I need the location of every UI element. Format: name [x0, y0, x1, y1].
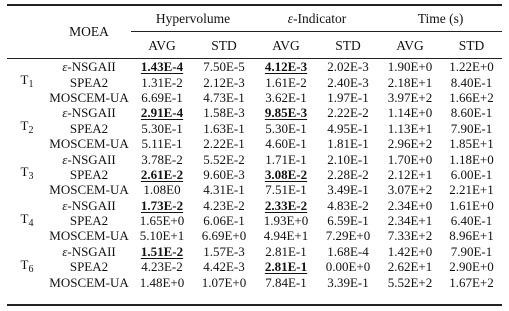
value-cell: 2.96E+2 — [387, 136, 433, 152]
value-cell: 2.28E-2 — [327, 166, 369, 182]
value-cell: 1.14E+0 — [387, 105, 433, 121]
test-label: $T_6$ — [20, 256, 34, 275]
moea-name: ε-NSGAII — [62, 105, 116, 121]
table-row — [7, 167, 502, 182]
value-cell: 6.06E-1 — [203, 213, 245, 229]
value-cell: 9.60E-3 — [203, 166, 245, 182]
value-cell: 5.30E-1 — [141, 120, 183, 136]
value-cell: 7.90E-1 — [450, 243, 493, 259]
table-row — [7, 213, 502, 228]
subheader-hv-std: STD — [211, 37, 237, 53]
value-cell: 1.58E-3 — [203, 105, 245, 121]
value-cell: 1.57E-3 — [203, 243, 245, 259]
value-cell: 1.42E+0 — [387, 243, 433, 259]
subheader-eps-std: STD — [335, 37, 361, 53]
hypervolume-header: Hypervolume — [155, 11, 231, 26]
value-cell: 6.00E-1 — [450, 166, 493, 182]
table-row — [7, 136, 502, 151]
moea-name: MOSCEM-UA — [49, 274, 129, 290]
value-cell: 2.12E+1 — [387, 166, 433, 182]
value-cell: 3.62E-1 — [265, 89, 307, 105]
value-cell: 7.33E+2 — [387, 228, 433, 244]
value-cell: 8.60E-1 — [450, 105, 493, 121]
value-cell: 2.61E-2 — [140, 166, 184, 182]
table-row — [7, 198, 502, 213]
table-row — [7, 259, 502, 274]
moea-header: MOEA — [69, 24, 109, 39]
value-cell: 1.81E-1 — [327, 136, 369, 152]
blank-corner-2 — [7, 32, 47, 58]
value-cell: 4.31E-1 — [203, 182, 245, 198]
value-cell: 2.12E-3 — [203, 74, 245, 90]
value-cell: 4.12E-3 — [264, 59, 308, 75]
value-cell: 1.18E+0 — [449, 151, 494, 167]
value-cell: 2.22E-1 — [203, 136, 245, 152]
test-label: $T_1$ — [20, 72, 34, 91]
table-row — [7, 59, 502, 74]
value-cell: 7.29E+0 — [325, 228, 371, 244]
value-cell: 0.00E+0 — [325, 259, 371, 275]
moea-name: ε-NSGAII — [62, 243, 116, 259]
table-row — [7, 121, 502, 136]
value-cell: 1.08E0 — [143, 182, 181, 198]
value-cell: 2.34E+0 — [387, 197, 433, 213]
value-cell: 1.66E+2 — [449, 89, 494, 105]
value-cell: 4.42E-3 — [203, 259, 245, 275]
value-cell: 2.81E-1 — [264, 259, 308, 275]
value-cell: 2.10E-1 — [327, 151, 369, 167]
table-row — [7, 182, 502, 197]
table-row — [7, 74, 502, 89]
value-cell: 1.31E-2 — [141, 74, 183, 90]
value-cell: 7.84E-1 — [265, 274, 307, 290]
value-cell: 3.39E-1 — [327, 274, 369, 290]
value-cell: 1.90E+0 — [387, 59, 433, 75]
bottom-rule — [7, 304, 502, 306]
value-cell: 1.61E-2 — [265, 74, 307, 90]
epsilon-indicator-header: ε-Indicator — [287, 11, 347, 26]
value-cell: 2.34E+1 — [387, 213, 433, 229]
table-row — [7, 274, 502, 289]
value-cell: 4.23E-2 — [141, 259, 183, 275]
value-cell: 2.22E-2 — [327, 105, 369, 121]
value-cell: 1.13E+1 — [387, 120, 433, 136]
moea-name: ε-NSGAII — [62, 197, 116, 213]
value-cell: 5.52E-2 — [203, 151, 245, 167]
value-cell: 1.97E-1 — [327, 89, 369, 105]
value-cell: 1.51E-2 — [140, 243, 184, 259]
table-row — [7, 105, 502, 120]
value-cell: 2.33E-2 — [264, 197, 308, 213]
subheader-eps-avg: AVG — [272, 37, 300, 53]
value-cell: 3.08E-2 — [264, 166, 308, 182]
value-cell: 2.18E+1 — [387, 74, 433, 90]
value-cell: 2.40E-3 — [327, 74, 369, 90]
value-cell: 1.07E+0 — [201, 274, 247, 290]
value-cell: 1.48E+0 — [139, 274, 185, 290]
table-row — [7, 90, 502, 105]
moea-name: SPEA2 — [69, 166, 109, 182]
value-cell: 1.22E+0 — [449, 59, 494, 75]
value-cell: 7.51E-1 — [265, 182, 307, 198]
value-cell: 1.85E+1 — [449, 136, 494, 152]
value-cell: 3.07E+2 — [387, 182, 433, 198]
value-cell: 1.71E-1 — [265, 151, 307, 167]
value-cell: 4.83E-2 — [327, 197, 369, 213]
value-cell: 8.96E+1 — [449, 228, 494, 244]
value-cell: 3.78E-2 — [141, 151, 183, 167]
time-header: Time (s) — [417, 11, 464, 26]
value-cell: 2.21E+1 — [449, 182, 494, 198]
table-row — [7, 228, 502, 243]
value-cell: 5.10E+1 — [139, 228, 185, 244]
test-label: $T_3$ — [20, 164, 34, 183]
value-cell: 4.73E-1 — [203, 89, 245, 105]
subheader-hv-avg: AVG — [148, 37, 176, 53]
moea-name: SPEA2 — [69, 213, 109, 229]
moea-name: SPEA2 — [69, 120, 109, 136]
moea-name: SPEA2 — [69, 74, 109, 90]
value-cell: 1.61E+0 — [449, 197, 494, 213]
value-cell: 4.95E-1 — [327, 120, 369, 136]
value-cell: 1.63E-1 — [203, 120, 245, 136]
moea-name: ε-NSGAII — [62, 59, 116, 75]
value-cell: 3.49E-1 — [327, 182, 369, 198]
subheader-time-std: STD — [458, 37, 485, 53]
value-cell: 1.67E+2 — [449, 274, 494, 290]
value-cell: 5.30E-1 — [265, 120, 307, 136]
value-cell: 1.73E-2 — [140, 197, 184, 213]
table-body — [7, 59, 502, 290]
moea-name: MOSCEM-UA — [49, 89, 129, 105]
moea-name: MOSCEM-UA — [49, 136, 129, 152]
value-cell: 8.40E-1 — [450, 74, 493, 90]
value-cell: 6.69E+0 — [201, 228, 247, 244]
value-cell: 2.81E-1 — [265, 243, 307, 259]
value-cell: 9.85E-3 — [264, 105, 308, 121]
moea-name: MOSCEM-UA — [49, 228, 129, 244]
test-label: $T_4$ — [20, 210, 34, 229]
test-label: $T_2$ — [20, 118, 34, 137]
value-cell: 2.91E-4 — [140, 105, 184, 121]
value-cell: 2.62E+1 — [387, 259, 433, 275]
table-header — [7, 5, 502, 58]
value-cell: 7.50E-5 — [203, 59, 245, 75]
value-cell: 6.40E-1 — [450, 213, 493, 229]
value-cell: 1.70E+0 — [387, 151, 433, 167]
value-cell: 2.90E+0 — [449, 259, 494, 275]
table-row — [7, 244, 502, 259]
value-cell: 1.65E+0 — [139, 213, 185, 229]
moea-name: SPEA2 — [69, 259, 109, 275]
value-cell: 3.97E+2 — [387, 89, 433, 105]
value-cell: 2.02E-3 — [327, 59, 369, 75]
value-cell: 6.59E-1 — [327, 213, 369, 229]
value-cell: 4.94E+1 — [263, 228, 309, 244]
value-cell: 6.69E-1 — [141, 89, 183, 105]
value-cell: 5.52E+2 — [387, 274, 433, 290]
value-cell: 1.43E-4 — [140, 59, 184, 75]
blank-corner — [7, 5, 47, 32]
moea-name: ε-NSGAII — [62, 151, 116, 167]
moea-name: MOSCEM-UA — [49, 182, 129, 198]
table-row — [7, 151, 502, 166]
subheader-time-avg: AVG — [396, 37, 424, 53]
value-cell: 1.93E+0 — [263, 213, 309, 229]
value-cell: 7.90E-1 — [450, 120, 493, 136]
value-cell: 4.23E-2 — [203, 197, 245, 213]
value-cell: 5.11E-1 — [141, 136, 183, 152]
value-cell: 4.60E-1 — [265, 136, 307, 152]
value-cell: 1.68E-4 — [327, 243, 369, 259]
